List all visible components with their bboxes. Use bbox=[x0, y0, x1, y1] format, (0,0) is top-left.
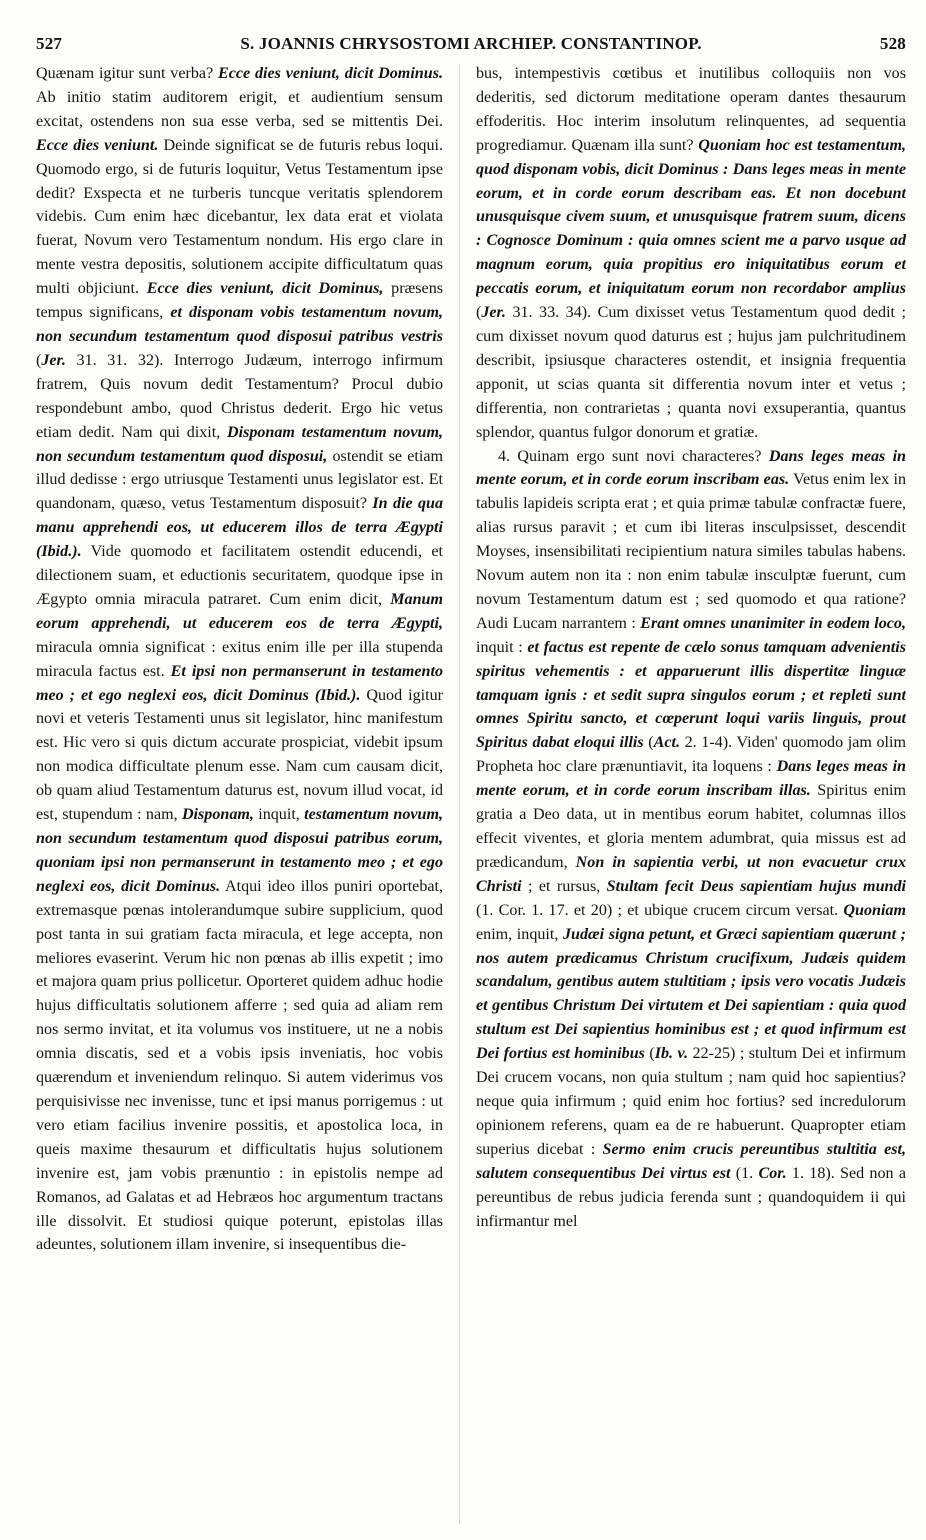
text-run: inquit, bbox=[253, 806, 305, 824]
left-text-column bbox=[36, 62, 443, 1530]
italic-quotation: Ecce dies veniunt, dicit Dominus, bbox=[146, 280, 384, 298]
text-run: 22-25) ; stultum Dei et infirmum Dei crucem vocans, non quia stultum ; nam quid hoc sapientius? neque quia infirmum ; quid enim hoc fortius? sed incredulorum opinionem referens, quam ea de re habuerunt. Quapropter etiam superius dicebat : bbox=[476, 1045, 906, 1158]
text-run: (1. bbox=[730, 1164, 759, 1182]
text-run: miracula omnia significat : exitus enim ille per illa stupenda miracula factus est. bbox=[36, 638, 443, 680]
italic-quotation: et disponam vobis testamentum novum, non secundum testamentum quod disposui patribus vestris bbox=[36, 304, 443, 345]
italic-quotation: et factus est repente de cælo sonus tamquam advenientis spiritus vehementis : et apparuerunt illis dispertitæ linguæ tamquam ignis : et sedit supra singulos eorum ; et repleti sunt omnes Spiritu sancto, et cœperunt loqui variis linguis, prout Spiritus dabat eloqui illis bbox=[476, 638, 906, 752]
italic-quotation: Act. bbox=[653, 734, 680, 752]
italic-quotation: In die qua manu apprehendi eos, ut educerem illos de terra Ægypti (Ibid.). bbox=[36, 495, 443, 561]
text-run: bus, intempestivis cœtibus et inutilibus colloquiis non vos dederitis, sed dictorum meditatione operam dantes thesaurum effoderitis. Hoc interim insolutum relinquentes, ad sequentia progrediamur. Quænam illa sunt? bbox=[476, 65, 906, 154]
italic-quotation: Ib. v. bbox=[654, 1045, 689, 1063]
italic-quotation: Disponam testamentum novum, non secundum testamentum quod disposui, bbox=[36, 423, 443, 465]
text-run: Ab initio statim auditorem erigit, et audientium sensum excitat, ostendens non sua esse verba, sed se mittentis Dei. bbox=[36, 88, 443, 130]
italic-quotation: Jer. bbox=[41, 351, 66, 369]
right-text-column bbox=[476, 62, 906, 1530]
text-run: Quod igitur novi et veteris Testamenti unus sit legislator, hinc manifestum est. Hic vero si quis dictum accurate prospiciat, videbit ipsum non modica difficultate plenum esse. Nam cum causam dicit, ob quam aliud Testamentum daturus est, novum illud vocat, id est, stupendum : nam, bbox=[36, 686, 443, 824]
italic-quotation: Jer. bbox=[481, 304, 506, 322]
text-run: ostendit se etiam illud dedisse : ergo utriusque Testamenti unus legislator est. Et quandonam, quæso, vetus Testamentum disposuit? bbox=[36, 447, 443, 513]
text-run: enim, inquit, bbox=[476, 925, 563, 943]
italic-quotation: testamentum novum, non secundum testamentum quod disposui patribus eorum, quoniam ipsi non permanserunt in testamento meo ; et ego neglexi eos, dicit Dominus. bbox=[36, 806, 443, 895]
italic-quotation: Non in sapientia verbi, ut non evacuetur crux Christi bbox=[476, 853, 906, 895]
text-run: 31. 33. 34). Cum dixisset vetus Testamentum quod dedit ; cum dixisset novum quod daturus est ; hujus jam pulchritudinem describit, ipsiusque characteres ostendit, et insignia frequentia apponit, ut scias quanta sit differentia novum inter et vetus ; differentia, non contrarietas ; quanta novi exsuperantia, quantus splendor, quantus fulgor donorum et gratiæ. bbox=[476, 304, 906, 441]
text-run: Atqui ideo illos puniri oportebat, extremasque pœnas intolerandumque subire supplicium, quod post tanta in sui gratiam facta miracula, et lege accepta, non meliores evaserint. Verum hic non pœnas ab illis expetit ; imo et majora quam prius pollicetur. Oporteret quidem adhuc hodie hujus difficultatis solutionem afferre ; sed quia ad aliam rem nos sermo invitat, et ita volumus vos instituere, ut ne a nobis omnia discatis, sed et a vobis ipsis inveniatis, hoc vobis quærendum et inveniendum relinquo. Si autem viderimus vos perquisivisse nec invenisse, tunc et ipsi manus porrigemus : ut vero etiam facilius invenire possitis, et apostolica loca, in queis maxime thesaurum et difficultatis hujus solutionem invenire est, jam vobis prænuntio : in epistolis nempe ad Romanos, ad Galatas et ad Hebræos hoc argumentum tractans ille dissolvit. Et studiosi quique poterunt, epistolas illas adeuntes, solutionem illam invenire, si insequentibus die- bbox=[36, 877, 443, 1254]
paragraph bbox=[36, 62, 443, 1257]
italic-quotation: Erant omnes unanimiter in eodem loco, bbox=[640, 614, 906, 632]
text-run: inquit : bbox=[476, 638, 528, 656]
italic-quotation: Ecce dies veniunt, dicit Dominus. bbox=[218, 65, 443, 82]
text-run: præsens tempus significans, bbox=[36, 280, 443, 322]
italic-quotation: Dans leges meas in mente eorum, et in corde eorum inscribam eas. bbox=[476, 447, 906, 489]
italic-quotation: Quoniam hoc est testamentum, quod disponam vobis, dicit Dominus : Dans leges meas in mente eorum, et in corde eorum describam eas. Et non docebunt unusquisque civem suum, et unusquisque fratrem suum, dicens : Cognosce Dominum : quia omnes scient me a parvo usque ad magnum eorum, quia propitius ero iniquitatibus eorum et peccatis eorum, et iniquitatum eorum non recordabor amplius bbox=[476, 136, 906, 298]
page-number-right: 528 bbox=[879, 34, 906, 53]
text-run: 2. 1-4). Viden' quomodo jam olim Propheta hoc clare prænuntiavit, ita loquens : bbox=[476, 734, 906, 776]
text-run: Vetus enim lex in tabulis lapideis scripta erat ; et quia primæ tabulæ confractæ fuere, alias rursus paravit ; et cum ibi literas insculpsisset, descendit Moyses, insensibilitati recipientium natura similes tabulas habens. Novum autem non ita : non enim tabulæ insculptæ fuerunt, cum novum Testamentum datum est ; sed quomodo et qua ratione? Audi Lucam narrantem : bbox=[476, 471, 906, 632]
italic-quotation: Cor. bbox=[758, 1164, 787, 1182]
text-run: (1. Cor. 1. 17. et 20) ; et ubique crucem circum versat. bbox=[476, 901, 844, 919]
running-title: S. JOANNIS CHRYSOSTOMI ARCHIEP. CONSTANTINOP. bbox=[240, 34, 702, 53]
italic-quotation: Stultam fecit Deus sapientiam hujus mundi bbox=[606, 877, 906, 895]
italic-quotation: Et ipsi non permanserunt in testamento meo ; et ego neglexi eos, dicit Dominus (Ibid.). bbox=[36, 662, 443, 704]
text-run: Quænam igitur sunt verba? bbox=[36, 65, 219, 82]
running-header bbox=[36, 34, 906, 60]
text-run: ; et rursus, bbox=[521, 877, 607, 895]
text-run: ( bbox=[643, 734, 654, 752]
italic-quotation: Quoniam bbox=[843, 901, 906, 919]
text-run: 4. Quinam ergo sunt novi characteres? bbox=[498, 447, 769, 465]
text-run: 31. 31. 32). Interrogo Judæum, interrogo infirmum fratrem, Quis novum dedit Testamentum? Procul dubio respondebunt ambo, quod Christus dederit. Ergo hic vetus etiam dedit. Nam qui dixit, bbox=[36, 351, 443, 441]
italic-quotation: Manum eorum apprehendi, ut educerem eos de terra Ægypti, bbox=[36, 590, 443, 632]
text-run: Deinde significat se de futuris rebus loqui. Quomodo ergo, si de futuris loquitur, Vetus Testamentum ipse dedit? Exspecta et ne turberis tuncque veritatis splendorem videbis. Cum enim hæc dicebantur, lex data erat et violata fuerat, Novum vero Testamentum nondum. His ergo clare in mente vestra depositis, solutionem accipite difficultatum quas multi objiciunt. bbox=[36, 136, 443, 298]
page-number-left: 527 bbox=[36, 34, 63, 53]
italic-quotation: Judæi signa petunt, et Græci sapientiam quærunt ; nos autem prædicamus Christum crucifixum, Judæis quidem scandalum, gentibus autem stultitiam ; ipsis vero vocatis Judæis et gentibus Christum Dei virtutem et Dei sapientiam : quia quod stultum est Dei sapientius hominibus est ; et quod infirmum est Dei fortius est hominibus bbox=[476, 925, 906, 1063]
paragraph bbox=[476, 62, 906, 445]
italic-quotation: Dans leges meas in mente eorum, et in corde eorum inscribam illas. bbox=[476, 758, 906, 800]
text-run: ( bbox=[476, 304, 482, 322]
text-run: Vide quomodo et facilitatem ostendit educendi, et dilectionem suam, et eductionis securitatem, quodque ipse in Ægypto omnia miracula patraret. Cum enim dicit, bbox=[36, 543, 443, 608]
text-run: ( bbox=[36, 351, 42, 369]
column-gutter bbox=[459, 64, 460, 1524]
italic-quotation: Disponam, bbox=[181, 806, 254, 824]
text-run: Spiritus enim gratia a Deo data, ut in mentibus eorum habitet, columnas illos effecit viventes, et gloria mentem adumbrat, quia missus est ad prædicandum, bbox=[476, 782, 906, 871]
italic-quotation: Ecce dies veniunt. bbox=[36, 136, 159, 154]
italic-quotation: Sermo enim crucis pereuntibus stultitia est, salutem consequentibus Dei virtus est bbox=[476, 1140, 906, 1182]
text-run: ( bbox=[644, 1045, 655, 1063]
paragraph bbox=[476, 445, 906, 1234]
text-run: 1. 18). Sed non a pereuntibus de rebus judicia ferenda sunt ; quandoquidem ii qui infirmantur mel bbox=[476, 1164, 906, 1230]
